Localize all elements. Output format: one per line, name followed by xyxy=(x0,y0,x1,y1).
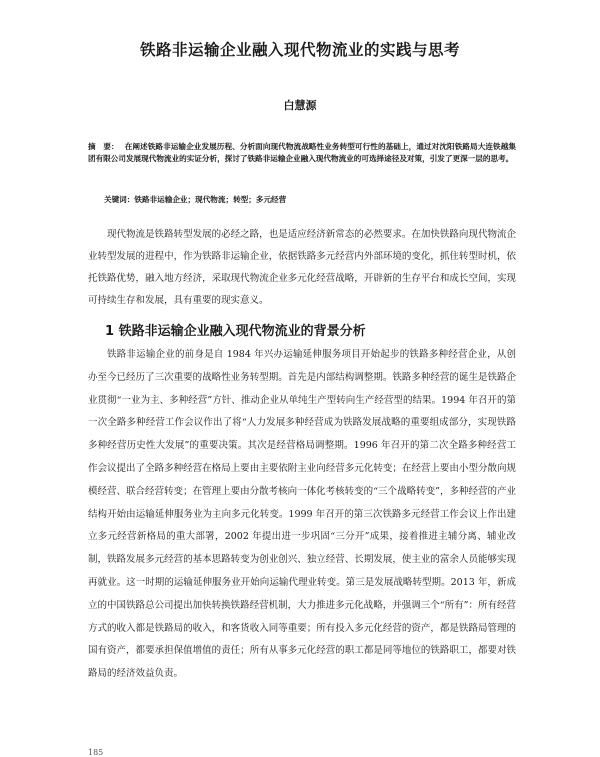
page-number: 185 xyxy=(88,748,104,757)
abstract-text: 在阐述铁路非运输企业发展历程、分析面向现代物流战略性业务转型可行性的基础上，通过对沈阳铁路局大连铁越集团有限公司发展现代物流业的实证分析，探讨了铁路非运输企业融入现代物流业的可选择途径及对策，引发了更深一层的思考。 xyxy=(88,142,517,163)
abstract xyxy=(88,141,516,164)
keywords-text: 铁路非运输企业；现代物流；转型；多元经营 xyxy=(134,195,287,204)
keywords-label: 关键词： xyxy=(104,195,135,204)
abstract-label: 摘 要： xyxy=(88,142,119,151)
section-paragraph: 铁路非运输企业的前身是自 1984 年兴办运输延伸服务项目开始起步的铁路多种经营企业，从创办至今已经历了三次重要的战略性业务转型期。首先是内部结构调整期。铁路多种经营的诞生是铁路企业贯彻“一业为主、多种经营”方针、推动企业从单纯生产型转向生产经营型的结果。1994 年召开的第一次全路多种经营工作会议作出了将“人力发展多种经营成为铁路发展战略的重要组成部分，实现铁路多种经营历史性大发展”的重要决策。其次是经营格局调整期。1996 年召开的第二次全路多种经营工作会议提出了全路多种经营在格局上要由主要依附主业向经营多元化转变；在经营上要由小型分散向规模经营、联合经营转变；在管理上要由分散考核向一体化考核转变的“三个战略转变”，多种经营的产业结构开始由运输延伸服务业为主向多元化转变。1999 年召开的第三次铁路多元经营工作会议上作出建立多元经营新格局的重大部署，2002 年提出进一步巩固“三分开”成果，接着推进主辅分离、辅业改制，铁路发展多元经营的基本思路转变为创业创兴、独立经营、长期发展，使主业的富余人员能够实现再就业。这一时期的运输延伸服务业开始向运输代理业转变。第三是发展战略转型期。2013 年，新成立的中国铁路总公司提出加快转换铁路经营机制，大力推进多元化战略，并强调三个“所有”：所有经营方式的收入都是铁路局的收入，和客货收入同等重要；所有投入多元化经营的资产，都是铁路局管理的国有资产，都要承担保值增值的责任；所有从事多元化经营的职工都是同等地位的铁路职工，都要对铁路局的经济效益负责。 xyxy=(88,349,516,680)
section-heading: 1 铁路非运输企业融入现代物流业的背景分析 xyxy=(105,324,366,339)
author-name: 白慧源 xyxy=(283,99,317,112)
paper-title: 铁路非运输企业融入现代物流业的实践与思考 xyxy=(139,41,460,59)
intro-paragraph: 现代物流是铁路转型发展的必经之路，也是适应经济新常态的必然要求。在加快铁路向现代物流企业转型发展的进程中，作为铁路非运输企业，依据铁路多元经营内外部环境的变化，抓住转型时机，依托铁路优势，融入地方经济，采取现代物流企业多元化经营战略，开辟新的生存平台和成长空间，实现可持续生存和发展，具有重要的现实意义。 xyxy=(88,229,516,306)
keywords xyxy=(104,194,516,205)
